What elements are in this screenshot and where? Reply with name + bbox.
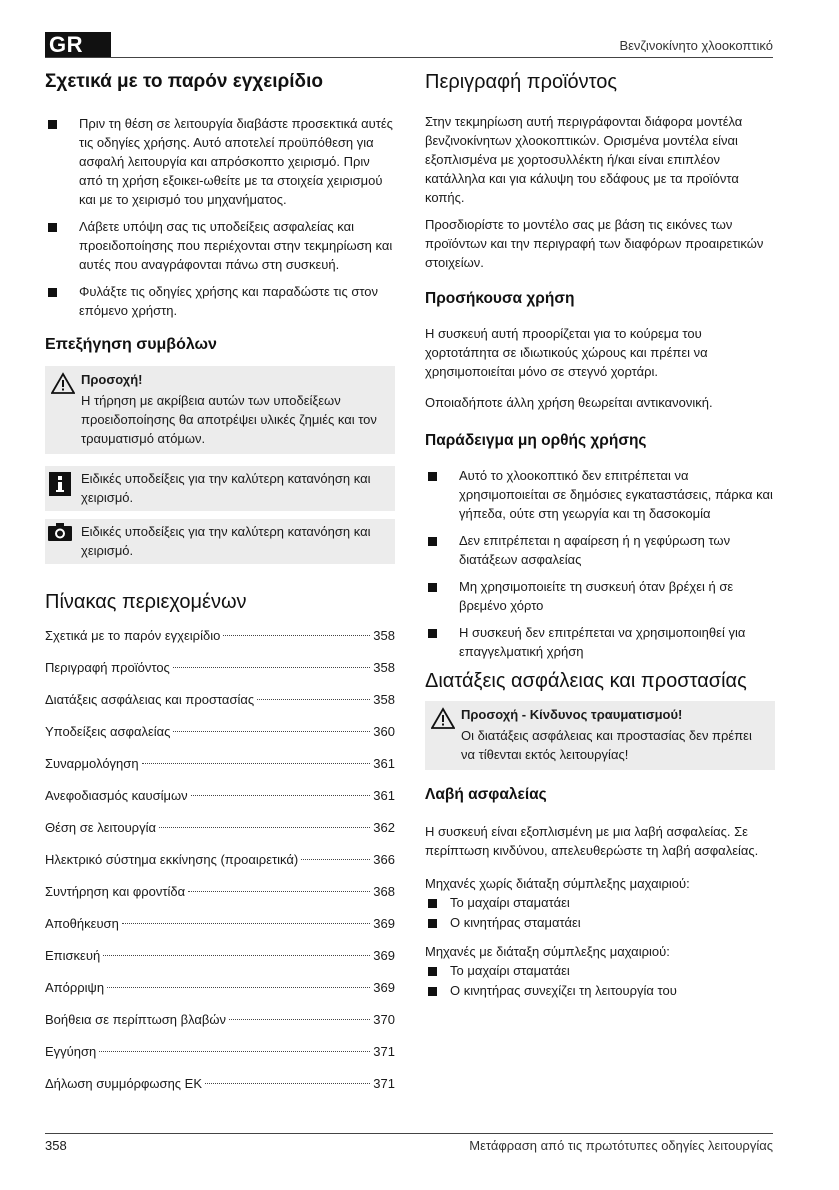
toc-heading: Πίνακας περιεχομένων	[45, 591, 247, 613]
toc-entry-page: 369	[373, 948, 395, 963]
list-item: Η συσκευή δεν επιτρέπεται να χρησιμοποιηθεί για επαγγελματική χρήση	[425, 623, 775, 661]
warning-triangle-icon	[431, 707, 455, 729]
toc-leader	[257, 699, 370, 700]
toc-entry[interactable]	[45, 1010, 395, 1042]
toc-entry-title: Θέση σε λειτουργία	[45, 820, 156, 835]
toc-entry-page: 361	[373, 788, 395, 803]
toc-entry-page: 360	[373, 724, 395, 739]
left-column	[45, 68, 395, 1106]
list-item: Ο κινητήρας σταματάει	[425, 913, 775, 932]
intended-use-paragraph: Η συσκευή αυτή προορίζεται για το κούρεμα του χορτοτάπητα σε ιδιωτικούς χώρους και πρέπει να χρησιμοποιείται μόνο σε στεγνό χορτάρι.	[425, 326, 708, 379]
list-item: Φυλάξτε τις οδηγίες χρήσης και παραδώστε τις στον επόμενο χρήστη.	[45, 282, 395, 320]
no-clutch-list	[425, 893, 775, 932]
toc-entry[interactable]	[45, 658, 395, 690]
safety-devices-heading: Διατάξεις ασφάλειας και προστασίας	[425, 670, 747, 692]
toc-entry[interactable]	[45, 626, 395, 658]
safety-handle-paragraph: Η συσκευή είναι εξοπλισμένη με μια λαβή ασφαλείας. Σε περίπτωση κινδύνου, απελευθερώστε τη λαβή ασφαλείας.	[425, 824, 759, 858]
toc-entry[interactable]	[45, 978, 395, 1010]
toc-entry-page: 361	[373, 756, 395, 771]
page-number: 358	[45, 1138, 67, 1153]
safety-handle-heading: Λαβή ασφαλείας	[425, 786, 547, 803]
injury-warning-text: Οι διατάξεις ασφάλειας και προστασίας δεν πρέπει να τίθενται εκτός λειτουργίας!	[461, 728, 752, 762]
toc-entry[interactable]	[45, 1042, 395, 1074]
info-note-box	[45, 466, 395, 511]
toc-entry-page: 371	[373, 1076, 395, 1091]
table-of-contents	[45, 626, 395, 1106]
toc-entry-page: 358	[373, 660, 395, 675]
toc-entry[interactable]	[45, 850, 395, 882]
toc-entry-title: Βοήθεια σε περίπτωση βλαβών	[45, 1012, 227, 1027]
toc-entry-title: Σχετικά με το παρόν εγχειρίδιο	[45, 628, 221, 643]
language-badge: GR	[45, 32, 111, 58]
toc-entry-page: 358	[373, 628, 395, 643]
list-item: Λάβετε υπόψη σας τις υποδείξεις ασφαλείας και προειδοποίησης που περιέχονται στην τεκμηρίωση και αυτές που αναγράφονται πάνω στη συσκευή.	[45, 217, 395, 274]
toc-entry[interactable]	[45, 754, 395, 786]
toc-entry-title: Ηλεκτρικό σύστημα εκκίνησης (προαιρετικά)	[45, 852, 299, 867]
toc-leader	[107, 987, 370, 988]
toc-entry-page: 366	[373, 852, 395, 867]
camera-icon	[48, 523, 72, 541]
list-item: Μη χρησιμοποιείτε τη συσκευή όταν βρέχει ή σε βρεμένο χόρτο	[425, 577, 775, 615]
toc-leader	[223, 635, 370, 636]
toc-leader	[301, 859, 370, 860]
product-description-paragraph: Στην τεκμηρίωση αυτή περιγράφονται διάφορα μοντέλα βενζινοκίνητων χλοοκοπτικών. Ορισμένα μοντέλα είναι εξοπλισμένα με χορτοσυλλέκτη ή/και είναι επιπλέον κατάλληλα και για κάλυψη του εδάφους με τα προϊόντα κοπής.	[425, 114, 743, 205]
toc-entry[interactable]	[45, 1074, 395, 1106]
list-item: Δεν επιτρέπεται η αφαίρεση ή η γεφύρωση των διατάξεων ασφαλείας	[425, 531, 775, 569]
toc-entry-title: Ανεφοδιασμός καυσίμων	[45, 788, 188, 803]
misuse-heading: Παράδειγμα μη ορθής χρήσης	[425, 432, 647, 449]
toc-entry-page: 369	[373, 916, 395, 931]
toc-leader	[103, 955, 370, 956]
injury-warning-title: Προσοχή - Κίνδυνος τραυματισμού!	[461, 707, 683, 722]
toc-entry-page: 371	[373, 1044, 395, 1059]
toc-entry-title: Αποθήκευση	[45, 916, 119, 931]
toc-entry-title: Περιγραφή προϊόντος	[45, 660, 170, 675]
info-icon	[49, 472, 71, 496]
right-column	[425, 68, 775, 1001]
product-description-paragraph: Προσδιορίστε το μοντέλο σας με βάση τις εικόνες των προϊόντων και την περιγραφή των διαφόρων προαιρετικών στοιχείων.	[425, 217, 764, 270]
translation-note: Μετάφραση από τις πρωτότυπες οδηγίες λειτουργίας	[469, 1138, 773, 1153]
toc-entry-title: Υποδείξεις ασφαλείας	[45, 724, 171, 739]
toc-entry[interactable]	[45, 690, 395, 722]
header-product-name: Βενζινοκίνητο χλοοκοπτικό	[619, 38, 773, 53]
about-manual-list	[45, 114, 395, 320]
toc-entry-page: 368	[373, 884, 395, 899]
toc-leader	[191, 795, 371, 796]
toc-entry-page: 370	[373, 1012, 395, 1027]
camera-note-box	[45, 519, 395, 564]
toc-entry[interactable]	[45, 914, 395, 946]
toc-leader	[99, 1051, 370, 1052]
toc-entry-page: 358	[373, 692, 395, 707]
symbols-heading: Επεξήγηση συμβόλων	[45, 336, 217, 353]
toc-entry[interactable]	[45, 946, 395, 978]
warning-triangle-icon	[51, 372, 75, 394]
toc-entry[interactable]	[45, 882, 395, 914]
toc-leader	[159, 827, 370, 828]
toc-entry-title: Απόρριψη	[45, 980, 105, 995]
list-item: Ο κινητήρας συνεχίζει τη λειτουργία του	[425, 981, 775, 1000]
toc-entry-title: Διατάξεις ασφάλειας και προστασίας	[45, 692, 255, 707]
intended-use-paragraph: Οποιαδήποτε άλλη χρήση θεωρείται αντικανονική.	[425, 395, 713, 410]
toc-entry-title: Συναρμολόγηση	[45, 756, 139, 771]
no-clutch-label: Μηχανές χωρίς διάταξη σύμπλεξης μαχαιριού:	[425, 876, 690, 891]
clutch-list	[425, 961, 775, 1000]
camera-note-text: Ειδικές υποδείξεις για την καλύτερη κατανόηση και χειρισμό.	[81, 524, 371, 558]
toc-leader	[173, 667, 370, 668]
toc-leader	[122, 923, 370, 924]
toc-entry-title: Δήλωση συμμόρφωσης ΕΚ	[45, 1076, 203, 1091]
toc-entry-title: Συντήρηση και φροντίδα	[45, 884, 186, 899]
toc-leader	[205, 1083, 370, 1084]
intended-use-heading: Προσήκουσα χρήση	[425, 290, 575, 307]
warning-title: Προσοχή!	[81, 372, 143, 387]
header-divider	[45, 57, 773, 58]
toc-entry[interactable]	[45, 722, 395, 754]
list-item: Πριν τη θέση σε λειτουργία διαβάστε προσεκτικά αυτές τις οδηγίες χρήσης. Αυτό αποτελεί προϋπόθεση για ασφαλή λειτουργία και απρόσκοπτο χειρισμό. Πριν από τη χρήση εξοικει-ωθείτε με τα στοιχεία χειρισμού και με το χειρισμό του μηχανήματος.	[45, 114, 395, 209]
list-item: Το μαχαίρι σταματάει	[425, 893, 775, 912]
about-manual-heading: Σχετικά με το παρόν εγχειρίδιο	[45, 71, 323, 92]
warning-box	[45, 366, 395, 454]
list-item: Το μαχαίρι σταματάει	[425, 961, 775, 980]
injury-warning-box	[425, 701, 775, 770]
misuse-list	[425, 466, 775, 661]
toc-leader	[142, 763, 371, 764]
toc-leader	[173, 731, 370, 732]
toc-entry-title: Εγγύηση	[45, 1044, 97, 1059]
toc-entry-page: 362	[373, 820, 395, 835]
footer-divider	[45, 1133, 773, 1134]
toc-entry-title: Επισκευή	[45, 948, 101, 963]
toc-leader	[188, 891, 370, 892]
toc-entry[interactable]	[45, 818, 395, 850]
toc-entry-page: 369	[373, 980, 395, 995]
clutch-label: Μηχανές με διάταξη σύμπλεξης μαχαιριού:	[425, 944, 670, 959]
list-item: Αυτό το χλοοκοπτικό δεν επιτρέπεται να χρησιμοποιείται σε δημόσιες εγκαταστάσεις, πάρκα και γήπεδα, ούτε στη γεωργία και τη δασοκομία	[425, 466, 775, 523]
toc-leader	[229, 1019, 370, 1020]
info-note-text: Ειδικές υποδείξεις για την καλύτερη κατανόηση και χειρισμό.	[81, 471, 371, 505]
toc-entry[interactable]	[45, 786, 395, 818]
warning-text: Η τήρηση με ακρίβεια αυτών των υποδείξεων προειδοποίησης θα αποτρέψει υλικές ζημιές και τον τραυματισμό ατόμων.	[81, 393, 377, 446]
product-description-heading: Περιγραφή προϊόντος	[425, 71, 618, 93]
